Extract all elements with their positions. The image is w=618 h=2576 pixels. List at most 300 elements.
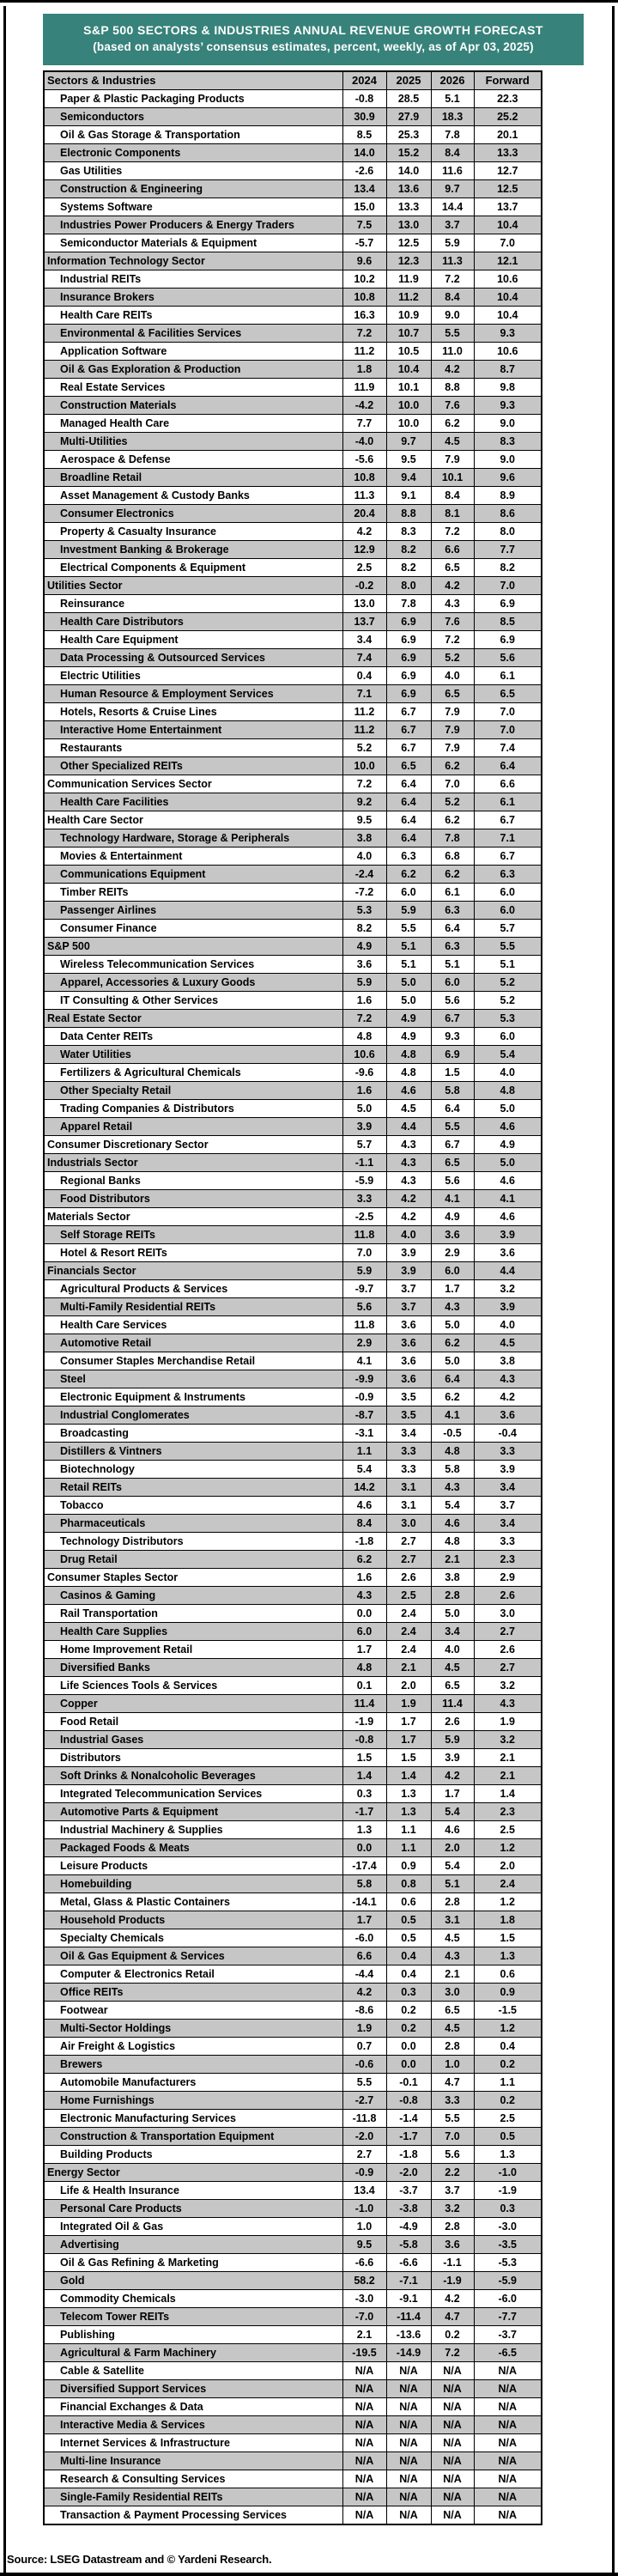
table-row bbox=[44, 523, 542, 541]
value-2024: 11.8 bbox=[342, 1226, 386, 1244]
value-forward: 4.0 bbox=[474, 1064, 542, 1082]
value-2026: 5.1 bbox=[431, 90, 474, 108]
value-2024: 1.6 bbox=[342, 1082, 386, 1100]
value-2026: N/A bbox=[431, 2398, 474, 2416]
value-2025: 10.9 bbox=[386, 307, 431, 325]
value-2026: 6.7 bbox=[431, 1136, 474, 1154]
value-2025: 4.2 bbox=[386, 1190, 431, 1208]
table-row bbox=[44, 1929, 542, 1947]
value-2024: 8.5 bbox=[342, 126, 386, 144]
value-2026: 6.3 bbox=[431, 938, 474, 956]
value-2024: 1.0 bbox=[342, 2218, 386, 2236]
row-label: Integrated Oil & Gas bbox=[44, 2218, 342, 2236]
table-row bbox=[44, 1677, 542, 1695]
value-2025: 0.9 bbox=[386, 1857, 431, 1875]
table-row bbox=[44, 1298, 542, 1316]
row-label: Health Care REITs bbox=[44, 307, 342, 325]
table-row bbox=[44, 1136, 542, 1154]
value-2024: N/A bbox=[342, 2434, 386, 2452]
table-row bbox=[44, 1623, 542, 1641]
value-2026: 11.3 bbox=[431, 252, 474, 270]
row-label: Multi-Utilities bbox=[44, 433, 342, 451]
table-row bbox=[44, 2488, 542, 2506]
row-label: Automobile Manufacturers bbox=[44, 2074, 342, 2092]
value-2026: 6.5 bbox=[431, 685, 474, 703]
row-label: Health Care Supplies bbox=[44, 1623, 342, 1641]
row-label: Consumer Electronics bbox=[44, 505, 342, 523]
table-row bbox=[44, 216, 542, 234]
value-2026: 6.3 bbox=[431, 902, 474, 920]
value-2026: 5.9 bbox=[431, 234, 474, 252]
value-2024: -0.2 bbox=[342, 577, 386, 595]
value-forward: 7.7 bbox=[474, 541, 542, 559]
value-2025: 8.2 bbox=[386, 559, 431, 577]
value-2026: 5.1 bbox=[431, 1875, 474, 1893]
row-label: Health Care Sector bbox=[44, 811, 342, 829]
value-2026: 8.4 bbox=[431, 144, 474, 162]
value-forward: 12.5 bbox=[474, 180, 542, 198]
value-2025: 0.4 bbox=[386, 1965, 431, 1984]
value-forward: 2.1 bbox=[474, 1749, 542, 1767]
row-label: Research & Consulting Services bbox=[44, 2470, 342, 2488]
value-2026: 8.4 bbox=[431, 487, 474, 505]
row-label: Self Storage REITs bbox=[44, 1226, 342, 1244]
value-2026: 6.4 bbox=[431, 1370, 474, 1388]
value-2025: 4.0 bbox=[386, 1226, 431, 1244]
value-2025: 5.9 bbox=[386, 902, 431, 920]
table-row bbox=[44, 1713, 542, 1731]
table-row bbox=[44, 2038, 542, 2056]
table-row bbox=[44, 884, 542, 902]
value-forward: 4.6 bbox=[474, 1208, 542, 1226]
value-2026: 5.4 bbox=[431, 1803, 474, 1821]
value-2026: 0.2 bbox=[431, 2326, 474, 2344]
value-2024: 11.2 bbox=[342, 721, 386, 739]
value-forward: 10.4 bbox=[474, 307, 542, 325]
table-row bbox=[44, 2002, 542, 2020]
value-forward: 1.2 bbox=[474, 1839, 542, 1857]
value-2025: 6.4 bbox=[386, 829, 431, 848]
value-2024: -0.6 bbox=[342, 2056, 386, 2074]
value-2025: 5.0 bbox=[386, 992, 431, 1010]
value-2025: 3.7 bbox=[386, 1280, 431, 1298]
row-label: Leisure Products bbox=[44, 1857, 342, 1875]
value-2025: N/A bbox=[386, 2398, 431, 2416]
value-forward: 4.2 bbox=[474, 1388, 542, 1406]
value-2025: 3.6 bbox=[386, 1334, 431, 1352]
table-row bbox=[44, 649, 542, 667]
value-2024: 3.6 bbox=[342, 956, 386, 974]
value-2025: 0.0 bbox=[386, 2056, 431, 2074]
row-label: Diversified Banks bbox=[44, 1659, 342, 1677]
row-label: Information Technology Sector bbox=[44, 252, 342, 270]
row-label: Investment Banking & Brokerage bbox=[44, 541, 342, 559]
row-label: Multi-Sector Holdings bbox=[44, 2020, 342, 2038]
value-2025: 6.9 bbox=[386, 613, 431, 631]
value-2024: -8.6 bbox=[342, 2002, 386, 2020]
row-label: Publishing bbox=[44, 2326, 342, 2344]
value-2025: 0.2 bbox=[386, 2002, 431, 2020]
row-label: Gold bbox=[44, 2272, 342, 2290]
value-2026: -0.5 bbox=[431, 1425, 474, 1443]
row-label: Wireless Telecommunication Services bbox=[44, 956, 342, 974]
value-2024: -1.8 bbox=[342, 1533, 386, 1551]
value-forward: 6.0 bbox=[474, 884, 542, 902]
value-forward: 10.4 bbox=[474, 289, 542, 307]
table-row bbox=[44, 541, 542, 559]
value-2026: 6.6 bbox=[431, 541, 474, 559]
value-forward: 3.6 bbox=[474, 1406, 542, 1425]
value-2024: N/A bbox=[342, 2452, 386, 2470]
table-row bbox=[44, 2344, 542, 2362]
value-2025: N/A bbox=[386, 2470, 431, 2488]
table-row bbox=[44, 1118, 542, 1136]
value-2025: 4.8 bbox=[386, 1046, 431, 1064]
value-forward: 1.2 bbox=[474, 1893, 542, 1911]
value-forward: N/A bbox=[474, 2398, 542, 2416]
value-2025: 9.5 bbox=[386, 451, 431, 469]
value-forward: 6.9 bbox=[474, 631, 542, 649]
value-forward: 2.7 bbox=[474, 1659, 542, 1677]
table-row bbox=[44, 1406, 542, 1425]
table-row bbox=[44, 1028, 542, 1046]
value-2026: 6.2 bbox=[431, 866, 474, 884]
value-2026: 6.5 bbox=[431, 2002, 474, 2020]
value-forward: 2.7 bbox=[474, 1623, 542, 1641]
row-label: Distributors bbox=[44, 1749, 342, 1767]
value-forward: 5.0 bbox=[474, 1100, 542, 1118]
row-label: S&P 500 bbox=[44, 938, 342, 956]
value-forward: 3.9 bbox=[474, 1226, 542, 1244]
row-label: Health Care Equipment bbox=[44, 631, 342, 649]
value-2025: N/A bbox=[386, 2488, 431, 2506]
value-2025: 11.9 bbox=[386, 270, 431, 289]
row-label: Steel bbox=[44, 1370, 342, 1388]
table-row bbox=[44, 1100, 542, 1118]
row-label: Technology Hardware, Storage & Peripherals bbox=[44, 829, 342, 848]
value-2025: 6.0 bbox=[386, 884, 431, 902]
value-2025: -3.8 bbox=[386, 2200, 431, 2218]
table-row bbox=[44, 433, 542, 451]
value-2024: 0.3 bbox=[342, 1785, 386, 1803]
value-2024: 3.3 bbox=[342, 1190, 386, 1208]
value-2026: 6.5 bbox=[431, 1154, 474, 1172]
row-label: Home Furnishings bbox=[44, 2092, 342, 2110]
value-2025: 3.5 bbox=[386, 1406, 431, 1425]
value-2026: 5.9 bbox=[431, 1731, 474, 1749]
value-2026: 3.1 bbox=[431, 1911, 474, 1929]
table-row bbox=[44, 2074, 542, 2092]
value-2024: -1.0 bbox=[342, 2200, 386, 2218]
value-forward: 3.4 bbox=[474, 1479, 542, 1497]
value-2026: 4.5 bbox=[431, 433, 474, 451]
table-row bbox=[44, 938, 542, 956]
value-2026: 7.9 bbox=[431, 703, 474, 721]
row-label: Oil & Gas Equipment & Services bbox=[44, 1947, 342, 1965]
value-2024: 2.9 bbox=[342, 1334, 386, 1352]
value-2026: 6.0 bbox=[431, 974, 474, 992]
table-row bbox=[44, 2290, 542, 2308]
row-label: Electronic Manufacturing Services bbox=[44, 2110, 342, 2128]
table-row bbox=[44, 2254, 542, 2272]
value-2024: N/A bbox=[342, 2380, 386, 2398]
row-label: Construction & Transportation Equipment bbox=[44, 2128, 342, 2146]
table-row bbox=[44, 2470, 542, 2488]
table-row bbox=[44, 1226, 542, 1244]
value-forward: 0.4 bbox=[474, 2038, 542, 2056]
value-2025: 8.3 bbox=[386, 523, 431, 541]
value-forward: 3.2 bbox=[474, 1731, 542, 1749]
value-2026: 4.5 bbox=[431, 2020, 474, 2038]
table-body bbox=[44, 90, 542, 2525]
table-row bbox=[44, 1533, 542, 1551]
value-forward: -7.7 bbox=[474, 2308, 542, 2326]
value-2026: 8.8 bbox=[431, 379, 474, 397]
row-label: Distillers & Vintners bbox=[44, 1443, 342, 1461]
table-row bbox=[44, 1443, 542, 1461]
value-forward: 2.9 bbox=[474, 1569, 542, 1587]
value-forward: 9.3 bbox=[474, 397, 542, 415]
table-row bbox=[44, 1352, 542, 1370]
table-row bbox=[44, 180, 542, 198]
value-2024: 6.0 bbox=[342, 1623, 386, 1641]
value-forward: 5.2 bbox=[474, 992, 542, 1010]
value-2024: 12.9 bbox=[342, 541, 386, 559]
value-2025: -1.4 bbox=[386, 2110, 431, 2128]
value-2024: -11.8 bbox=[342, 2110, 386, 2128]
row-label: Advertising bbox=[44, 2236, 342, 2254]
row-label: Homebuilding bbox=[44, 1875, 342, 1893]
value-2024: 10.8 bbox=[342, 289, 386, 307]
value-2024: 7.4 bbox=[342, 649, 386, 667]
value-2025: 3.3 bbox=[386, 1461, 431, 1479]
value-2025: -3.7 bbox=[386, 2182, 431, 2200]
value-2024: -4.2 bbox=[342, 397, 386, 415]
value-forward: 25.2 bbox=[474, 108, 542, 126]
value-forward: 4.9 bbox=[474, 1136, 542, 1154]
value-forward: 4.3 bbox=[474, 1695, 542, 1713]
row-label: Restaurants bbox=[44, 739, 342, 757]
value-2026: 5.8 bbox=[431, 1461, 474, 1479]
value-2025: 9.1 bbox=[386, 487, 431, 505]
value-2026: 3.2 bbox=[431, 2200, 474, 2218]
value-forward: 3.7 bbox=[474, 1497, 542, 1515]
value-2024: 10.0 bbox=[342, 757, 386, 775]
value-2025: 4.3 bbox=[386, 1172, 431, 1190]
row-label: Energy Sector bbox=[44, 2164, 342, 2182]
value-2026: 7.9 bbox=[431, 721, 474, 739]
value-2025: 6.9 bbox=[386, 667, 431, 685]
table-row bbox=[44, 1010, 542, 1028]
value-forward: 3.6 bbox=[474, 1244, 542, 1262]
value-2025: 2.4 bbox=[386, 1605, 431, 1623]
value-2025: 8.2 bbox=[386, 541, 431, 559]
value-forward: N/A bbox=[474, 2416, 542, 2434]
row-label: Trading Companies & Distributors bbox=[44, 1100, 342, 1118]
value-2026: 5.0 bbox=[431, 1352, 474, 1370]
value-2026: -1.1 bbox=[431, 2254, 474, 2272]
value-2025: 1.3 bbox=[386, 1803, 431, 1821]
value-2026: 5.2 bbox=[431, 793, 474, 811]
row-label: Application Software bbox=[44, 343, 342, 361]
value-2024: 7.2 bbox=[342, 1010, 386, 1028]
table-row bbox=[44, 2128, 542, 2146]
value-forward: N/A bbox=[474, 2380, 542, 2398]
value-2026: N/A bbox=[431, 2470, 474, 2488]
table-row bbox=[44, 631, 542, 649]
value-2025: 5.1 bbox=[386, 956, 431, 974]
value-2026: 5.0 bbox=[431, 1316, 474, 1334]
value-2026: 11.0 bbox=[431, 343, 474, 361]
value-2024: -4.4 bbox=[342, 1965, 386, 1984]
table-row bbox=[44, 2380, 542, 2398]
value-forward: 4.8 bbox=[474, 1082, 542, 1100]
value-2026: 6.8 bbox=[431, 848, 474, 866]
value-2024: 7.0 bbox=[342, 1244, 386, 1262]
value-2026: 2.8 bbox=[431, 2038, 474, 2056]
value-2024: 1.9 bbox=[342, 2020, 386, 2038]
value-2024: 7.7 bbox=[342, 415, 386, 433]
value-2024: 0.7 bbox=[342, 2038, 386, 2056]
value-2025: -11.4 bbox=[386, 2308, 431, 2326]
value-2026: 6.4 bbox=[431, 1100, 474, 1118]
value-2024: 1.4 bbox=[342, 1767, 386, 1785]
table-row bbox=[44, 2452, 542, 2470]
row-label: Communication Services Sector bbox=[44, 775, 342, 793]
row-label: Property & Casualty Insurance bbox=[44, 523, 342, 541]
value-2024: 58.2 bbox=[342, 2272, 386, 2290]
value-2024: 1.6 bbox=[342, 992, 386, 1010]
row-label: Paper & Plastic Packaging Products bbox=[44, 90, 342, 108]
table-row bbox=[44, 1731, 542, 1749]
value-forward: 20.1 bbox=[474, 126, 542, 144]
value-2024: 4.8 bbox=[342, 1028, 386, 1046]
table-row bbox=[44, 2020, 542, 2038]
value-forward: 3.3 bbox=[474, 1443, 542, 1461]
table-row bbox=[44, 198, 542, 216]
value-2024: 10.8 bbox=[342, 469, 386, 487]
value-2025: 0.0 bbox=[386, 2038, 431, 2056]
value-2024: 11.4 bbox=[342, 1695, 386, 1713]
value-forward: N/A bbox=[474, 2506, 542, 2525]
value-2025: 1.3 bbox=[386, 1785, 431, 1803]
value-2026: 4.5 bbox=[431, 1929, 474, 1947]
row-label: Brewers bbox=[44, 2056, 342, 2074]
value-2026: 3.6 bbox=[431, 1226, 474, 1244]
row-label: Soft Drinks & Nonalcoholic Beverages bbox=[44, 1767, 342, 1785]
value-2024: 5.9 bbox=[342, 1262, 386, 1280]
value-forward: 3.2 bbox=[474, 1280, 542, 1298]
value-2024: 4.8 bbox=[342, 1659, 386, 1677]
value-2025: 8.8 bbox=[386, 505, 431, 523]
row-label: Oil & Gas Storage & Transportation bbox=[44, 126, 342, 144]
row-label: Industrial Conglomerates bbox=[44, 1406, 342, 1425]
row-label: Automotive Parts & Equipment bbox=[44, 1803, 342, 1821]
row-label: Movies & Entertainment bbox=[44, 848, 342, 866]
table-row bbox=[44, 2272, 542, 2290]
value-forward: 0.9 bbox=[474, 1984, 542, 2002]
value-forward: 6.1 bbox=[474, 793, 542, 811]
value-forward: 12.7 bbox=[474, 162, 542, 180]
table-row bbox=[44, 1587, 542, 1605]
value-2024: 7.1 bbox=[342, 685, 386, 703]
value-2026: 6.2 bbox=[431, 415, 474, 433]
value-2026: 9.0 bbox=[431, 307, 474, 325]
value-2026: 7.9 bbox=[431, 739, 474, 757]
table-row bbox=[44, 1947, 542, 1965]
value-2024: 7.5 bbox=[342, 216, 386, 234]
value-2024: 11.3 bbox=[342, 487, 386, 505]
value-2024: 10.2 bbox=[342, 270, 386, 289]
row-label: Communications Equipment bbox=[44, 866, 342, 884]
value-2025: 6.4 bbox=[386, 775, 431, 793]
value-2025: 5.1 bbox=[386, 938, 431, 956]
page-border-left bbox=[3, 6, 6, 2573]
row-label: Food Distributors bbox=[44, 1190, 342, 1208]
table-row bbox=[44, 1461, 542, 1479]
value-2025: 3.4 bbox=[386, 1425, 431, 1443]
value-2024: -19.5 bbox=[342, 2344, 386, 2362]
value-2026: 7.0 bbox=[431, 2128, 474, 2146]
table-row bbox=[44, 325, 542, 343]
value-2024: -1.1 bbox=[342, 1154, 386, 1172]
value-2025: 3.6 bbox=[386, 1352, 431, 1370]
value-2024: 7.2 bbox=[342, 325, 386, 343]
value-2025: -0.1 bbox=[386, 2074, 431, 2092]
value-forward: -1.0 bbox=[474, 2164, 542, 2182]
table-row bbox=[44, 577, 542, 595]
table-row bbox=[44, 1497, 542, 1515]
value-2024: 4.1 bbox=[342, 1352, 386, 1370]
table-row bbox=[44, 2308, 542, 2326]
value-2025: -0.8 bbox=[386, 2092, 431, 2110]
value-2026: 5.8 bbox=[431, 1082, 474, 1100]
row-label: Human Resource & Employment Services bbox=[44, 685, 342, 703]
value-2025: 13.6 bbox=[386, 180, 431, 198]
value-2024: 4.3 bbox=[342, 1587, 386, 1605]
value-2026: 6.2 bbox=[431, 1334, 474, 1352]
row-label: Life & Health Insurance bbox=[44, 2182, 342, 2200]
row-label: Asset Management & Custody Banks bbox=[44, 487, 342, 505]
row-label: Casinos & Gaming bbox=[44, 1587, 342, 1605]
value-forward: 10.6 bbox=[474, 343, 542, 361]
table-row bbox=[44, 2398, 542, 2416]
value-2025: 10.0 bbox=[386, 397, 431, 415]
row-label: Building Products bbox=[44, 2146, 342, 2164]
table-row bbox=[44, 2146, 542, 2164]
value-forward: 0.2 bbox=[474, 2056, 542, 2074]
table-row bbox=[44, 2434, 542, 2452]
value-2025: 3.5 bbox=[386, 1388, 431, 1406]
value-2025: 3.1 bbox=[386, 1497, 431, 1515]
value-2025: 2.4 bbox=[386, 1623, 431, 1641]
table-row bbox=[44, 252, 542, 270]
row-label: Insurance Brokers bbox=[44, 289, 342, 307]
value-2025: 0.3 bbox=[386, 1984, 431, 2002]
value-2024: -2.5 bbox=[342, 1208, 386, 1226]
value-2026: 2.8 bbox=[431, 1587, 474, 1605]
value-forward: 2.5 bbox=[474, 1821, 542, 1839]
value-2026: 6.2 bbox=[431, 811, 474, 829]
row-label: Timber REITs bbox=[44, 884, 342, 902]
value-2026: 6.4 bbox=[431, 920, 474, 938]
row-label: Construction & Engineering bbox=[44, 180, 342, 198]
table-row bbox=[44, 1479, 542, 1497]
table-row bbox=[44, 1280, 542, 1298]
value-2024: -5.7 bbox=[342, 234, 386, 252]
value-2026: 7.2 bbox=[431, 631, 474, 649]
value-forward: -0.4 bbox=[474, 1425, 542, 1443]
